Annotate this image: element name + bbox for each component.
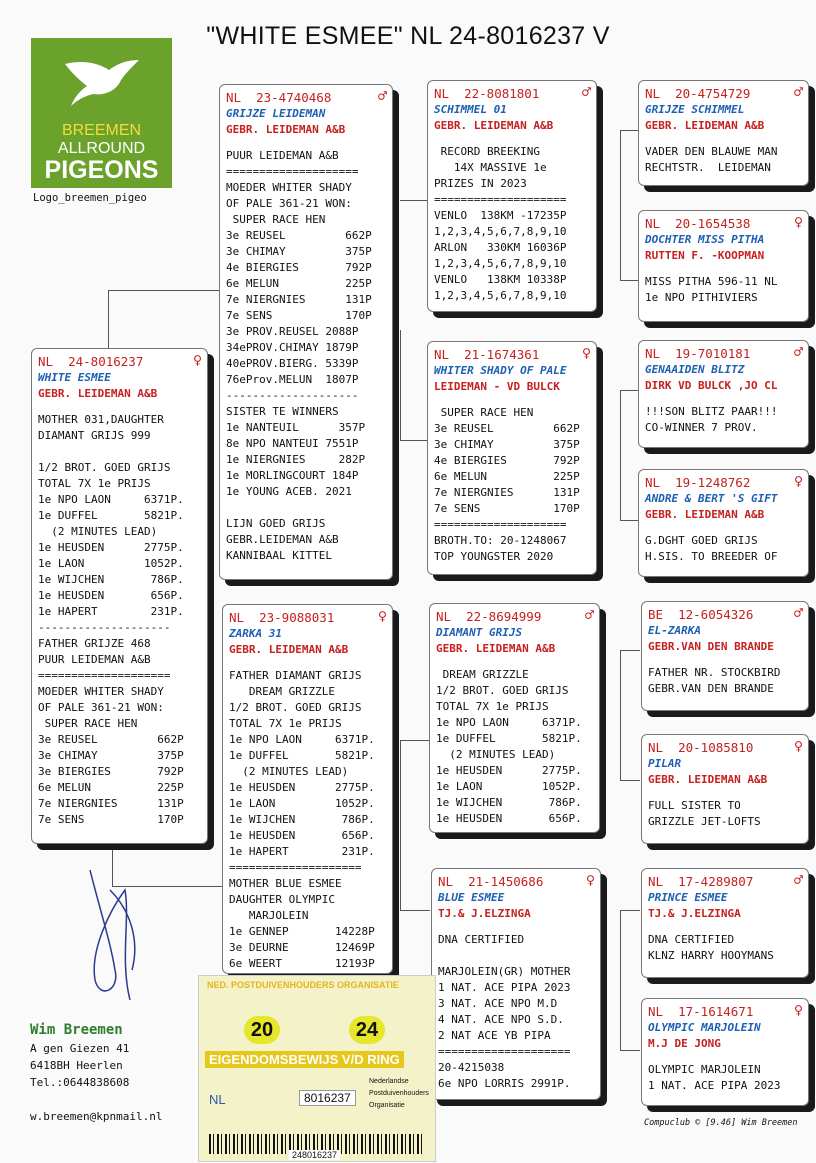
ring-number: NL 23-4740468 — [226, 90, 332, 105]
pedigree-card-mmm[interactable] — [641, 998, 809, 1106]
logo-caption: Logo_breemen_pigeo — [33, 192, 147, 204]
ring-number: NL 19-7010181 — [645, 346, 751, 361]
footer-credit: Compuclub © [9.46] Wim Breemen — [644, 1118, 798, 1128]
breeder-name: LEIDEMAN - VD BULCK — [434, 380, 560, 393]
pigeon-name: OLYMPIC MARJOLEIN — [648, 1021, 761, 1034]
connector-line — [620, 780, 640, 781]
connector-line — [620, 650, 640, 651]
pedigree-card-mm[interactable] — [431, 868, 601, 1100]
npo-text: Nederlandse Postduivenhouders Organisatie — [369, 1078, 429, 1109]
connector-line — [620, 520, 640, 521]
address: A gen Giezen 41 — [30, 1042, 130, 1055]
connector-line — [620, 280, 640, 281]
pigeon-notes: G.DGHT GOED GRIJS H.SIS. TO BREEDER OF — [645, 534, 778, 563]
female-icon: ♀ — [793, 472, 803, 490]
breeder-name: GEBR. LEIDEMAN A&B — [648, 773, 768, 786]
logo-line2: ALLROUND — [57, 140, 146, 157]
pedigree-card-fm[interactable] — [427, 341, 597, 575]
pigeon-notes: MOTHER 031,DAUGHTER DIAMANT GRIJS 999 1/2 BROT. GOED GRIJS TOTAL 7X 1e PRIJS 1e NPO LAON 6371P. 1e DUFFEL 5821P. (2 MINUTES LEAD) 1e HEUSDEN 2775P. 1e LAON 1052P. 1e WIJCHEN 786P. 1e HEUSDEN 656P. 1e HAPERT 231P. -------------------- FATHER GRIJZE 468 PUUR LEIDEMAN A&B ==================== MOEDER WHITER SHADY OF PALE 361-21 WON: SUPER RACE HEN 3e REUSEL 662P 3e CHIMAY 375P 3e BIERGIES 792P 6e MELUN 225P 7e NIERGNIES 131P 7e SENS 170P — [38, 413, 184, 826]
pigeon-name: DIAMANT GRIJS — [436, 626, 523, 639]
city: 6418BH Heerlen — [30, 1059, 123, 1072]
pedigree-card-fmf[interactable] — [638, 340, 809, 448]
female-icon: ♀ — [585, 871, 595, 889]
breeder-name: GEBR. LEIDEMAN A&B — [645, 508, 765, 521]
pedigree-card-mff[interactable] — [641, 601, 809, 711]
connector-line — [620, 650, 621, 780]
pigeon-notes: !!!SON BLITZ PAAR!!! CO-WINNER 7 PROV. — [645, 405, 778, 434]
breeder-name: GEBR. LEIDEMAN A&B — [645, 119, 765, 132]
breeder-name: GEBR. LEIDEMAN A&B — [38, 387, 158, 400]
connector-line — [400, 910, 430, 911]
pigeon-name: GRIJZE LEIDEMAN — [226, 107, 326, 120]
breeder-name: GEBR. LEIDEMAN A&B — [229, 643, 349, 656]
pigeon-icon — [61, 50, 141, 110]
connector-line — [108, 290, 109, 350]
pedigree-card-father[interactable] — [219, 84, 393, 580]
male-icon: ♂ — [377, 87, 387, 105]
email[interactable]: w.breemen@kpnmail.nl — [30, 1110, 163, 1123]
breeder-name: RUTTEN F. -KOOPMAN — [645, 249, 765, 262]
breeder-name: TJ.& J.ELZINGA — [438, 907, 531, 920]
connector-line — [620, 1050, 640, 1051]
ring-number: NL 21-1450686 — [438, 874, 544, 889]
stamp-country: NL — [209, 1092, 226, 1107]
pedigree-card-mother[interactable] — [222, 604, 393, 974]
breemen-logo — [31, 38, 172, 188]
connector-line — [108, 290, 224, 291]
ring-number: NL 19-1248762 — [645, 475, 751, 490]
logo-line1: BREEMEN — [61, 122, 142, 139]
pedigree-card-ffm[interactable] — [638, 210, 809, 322]
ring-number: NL 17-1614671 — [648, 1004, 754, 1019]
pigeon-notes: DNA CERTIFIED MARJOLEIN(GR) MOTHER 1 NAT. ACE PIPA 2023 3 NAT. ACE NPO M.D 4 NAT. ACE NPO S.D. 2 NAT ACE YB PIPA ==================== 20-4215038 6e NPO LORRIS 2991P. — [438, 933, 571, 1090]
pigeon-name: WHITER SHADY OF PALE — [434, 364, 567, 377]
pigeon-notes: FULL SISTER TO GRIZZLE JET-LOFTS — [648, 799, 761, 828]
connector-line — [620, 910, 640, 911]
stamp-org: NED. POSTDUIVENHOUDERS ORGANISATIE — [207, 980, 399, 990]
ring-number: NL 21-1674361 — [434, 347, 540, 362]
phone: Tel.:0644838608 — [30, 1076, 130, 1089]
ring-number: NL 20-1654538 — [645, 216, 751, 231]
pigeon-notes: FATHER DIAMANT GRIJS DREAM GRIZZLE 1/2 BROT. GOED GRIJS TOTAL 7X 1e PRIJS 1e NPO LAON 6371P. 1e DUFFEL 5821P. (2 MINUTES LEAD) 1e HEUSDEN 2775P. 1e LAON 1052P. 1e WIJCHEN 786P. 1e HEUSDEN 656P. 1e HAPERT 231P. ==================== MOTHER BLUE ESMEE DAUGHTER OLYMPIC MARJOLEIN 1e GENNEP 14228P 3e DEURNE 12469P 6e WEERT 12193P — [229, 669, 375, 970]
connector-line — [400, 200, 430, 201]
pigeon-name: PRINCE ESMEE — [648, 891, 728, 904]
pedigree-card-mfm[interactable] — [641, 734, 809, 844]
female-icon: ♀ — [377, 607, 387, 625]
female-icon: ♀ — [192, 351, 202, 369]
male-icon: ♂ — [793, 83, 803, 101]
breeder-name: GEBR.VAN DEN BRANDE — [648, 640, 774, 653]
breeder-name: M.J DE JONG — [648, 1037, 721, 1050]
pedigree-card-ff[interactable] — [427, 80, 597, 312]
male-icon: ♂ — [793, 343, 803, 361]
pigeon-name: EL-ZARKA — [648, 624, 701, 637]
connector-line — [620, 130, 640, 131]
ring-number: NL 24-8016237 — [38, 354, 144, 369]
pigeon-notes: RECORD BREEKING 14X MASSIVE 1e PRIZES IN 2023 ==================== VENLO 138KM -17235P 1,2,3,4,5,6,7,8,9,10 ARLON 330KM 16036P 1,2,3,4,5,6,7,8,9,10 VENLO 138KM 10338P 1,2,3,4,5,6,7,8,9,10 — [434, 145, 567, 302]
signature — [70, 850, 160, 1010]
female-icon: ♀ — [793, 1001, 803, 1019]
pigeon-notes: OLYMPIC MARJOLEIN 1 NAT. ACE PIPA 2023 — [648, 1063, 781, 1092]
pigeon-notes: MISS PITHA 596-11 NL 1e NPO PITHIVIERS — [645, 275, 778, 304]
connector-line — [620, 910, 621, 1050]
male-icon: ♂ — [793, 604, 803, 622]
pigeon-notes: VADER DEN BLAUWE MAN RECHTSTR. LEIDEMAN — [645, 145, 778, 174]
connector-line — [400, 740, 401, 910]
pedigree-card-mf[interactable] — [429, 603, 600, 833]
stamp-label: EIGENDOMSBEWIJS V/D RING — [205, 1051, 404, 1068]
breeder-name: GEBR. LEIDEMAN A&B — [226, 123, 346, 136]
pedigree-card-subject[interactable] — [31, 348, 208, 844]
pigeon-name: DOCHTER MISS PITHA — [645, 233, 765, 246]
male-icon: ♂ — [581, 83, 591, 101]
pigeon-name: GENAAIDEN BLITZ — [645, 363, 745, 376]
pigeon-name: WHITE ESMEE — [38, 371, 111, 384]
ring-number: NL 20-4754729 — [645, 86, 751, 101]
connector-line — [620, 130, 621, 280]
stamp-year-left: 20 — [244, 1016, 280, 1044]
breeder-name: GEBR. LEIDEMAN A&B — [436, 642, 556, 655]
connector-line — [620, 390, 640, 391]
connector-line — [400, 330, 401, 440]
female-icon: ♀ — [793, 737, 803, 755]
pigeon-notes: FATHER NR. STOCKBIRD GEBR.VAN DEN BRANDE — [648, 666, 781, 695]
pigeon-notes: DREAM GRIZZLE 1/2 BROT. GOED GRIJS TOTAL 7X 1e PRIJS 1e NPO LAON 6371P. 1e DUFFEL 5821P. (2 MINUTES LEAD) 1e HEUSDEN 2775P. 1e LAON 1052P. 1e WIJCHEN 786P. 1e HEUSDEN 656P. — [436, 668, 582, 825]
pedigree-card-fff[interactable] — [638, 80, 809, 186]
breeder-name: TJ.& J.ELZINGA — [648, 907, 741, 920]
pigeon-notes: PUUR LEIDEMAN A&B ==================== MOEDER WHITER SHADY OF PALE 361-21 WON: SUPER RACE HEN 3e REUSEL 662P 3e CHIMAY 375P 4e BIERGIES 792P 6e MELUN 225P 7e NIERGNIES 131P 7e SENS 170P 3e PROV.REUSEL 2088P 34ePROV.CHIMAY 1879P 40ePROV.BIERG. 5339P 76eProv.MELUN 1807P -------------------- SISTER TE WINNERS 1e NANTEUIL 357P 8e NPO NANTEUI 7551P 1e NIERGNIES 282P 1e MORLINGCOURT 184P 1e YOUNG ACEB. 2021 LIJN GOED GRIJS GEBR.LEIDEMAN A&B KANNIBAAL KITTEL — [226, 149, 372, 562]
owner-name: Wim Breemen — [30, 1022, 123, 1038]
pigeon-notes: DNA CERTIFIED KLNZ HARRY HOOYMANS — [648, 933, 774, 962]
ring-number: NL 17-4289807 — [648, 874, 754, 889]
pigeon-notes: SUPER RACE HEN 3e REUSEL 662P 3e CHIMAY 375P 4e BIERGIES 792P 6e MELUN 225P 7e NIERGNIES 131P 7e SENS 170P ==================== BROTH.TO: 20-1248067 TOP YOUNGSTER 2020 — [434, 406, 580, 563]
connector-line — [400, 440, 430, 441]
connector-line — [400, 740, 430, 741]
pigeon-name: PILAR — [648, 757, 682, 770]
breeder-name: GEBR. LEIDEMAN A&B — [434, 119, 554, 132]
breeder-name: DIRK VD BULCK ,JO CL — [645, 379, 778, 392]
pigeon-name: SCHIMMEL 01 — [434, 103, 507, 116]
pedigree-card-mmf[interactable] — [641, 868, 809, 978]
ring-certificate-stamp — [198, 975, 436, 1162]
pigeon-name: ZARKA 31 — [229, 627, 282, 640]
stamp-ring-number: 8016237 — [299, 1090, 356, 1106]
stamp-year-right: 24 — [349, 1016, 385, 1044]
contact-block — [30, 1020, 162, 1125]
pigeon-name: GRIJZE SCHIMMEL — [645, 103, 745, 116]
male-icon: ♂ — [584, 606, 594, 624]
pigeon-name: BLUE ESMEE — [438, 891, 505, 904]
connector-line — [620, 390, 621, 520]
male-icon: ♂ — [793, 871, 803, 889]
logo-line3: PIGEONS — [44, 156, 159, 184]
female-icon: ♀ — [581, 344, 591, 362]
ring-number: BE 12-6054326 — [648, 607, 754, 622]
ring-number: NL 22-8081801 — [434, 86, 540, 101]
pedigree-title: "WHITE ESMEE" NL 24-8016237 V — [206, 22, 610, 50]
pigeon-name: ANDRE & BERT 'S GIFT — [645, 492, 778, 505]
ring-number: NL 22-8694999 — [436, 609, 542, 624]
female-icon: ♀ — [793, 213, 803, 231]
barcode-number: 248016237 — [289, 1150, 340, 1160]
pedigree-card-fmm[interactable] — [638, 469, 809, 577]
ring-number: NL 23-9088031 — [229, 610, 335, 625]
ring-number: NL 20-1085810 — [648, 740, 754, 755]
